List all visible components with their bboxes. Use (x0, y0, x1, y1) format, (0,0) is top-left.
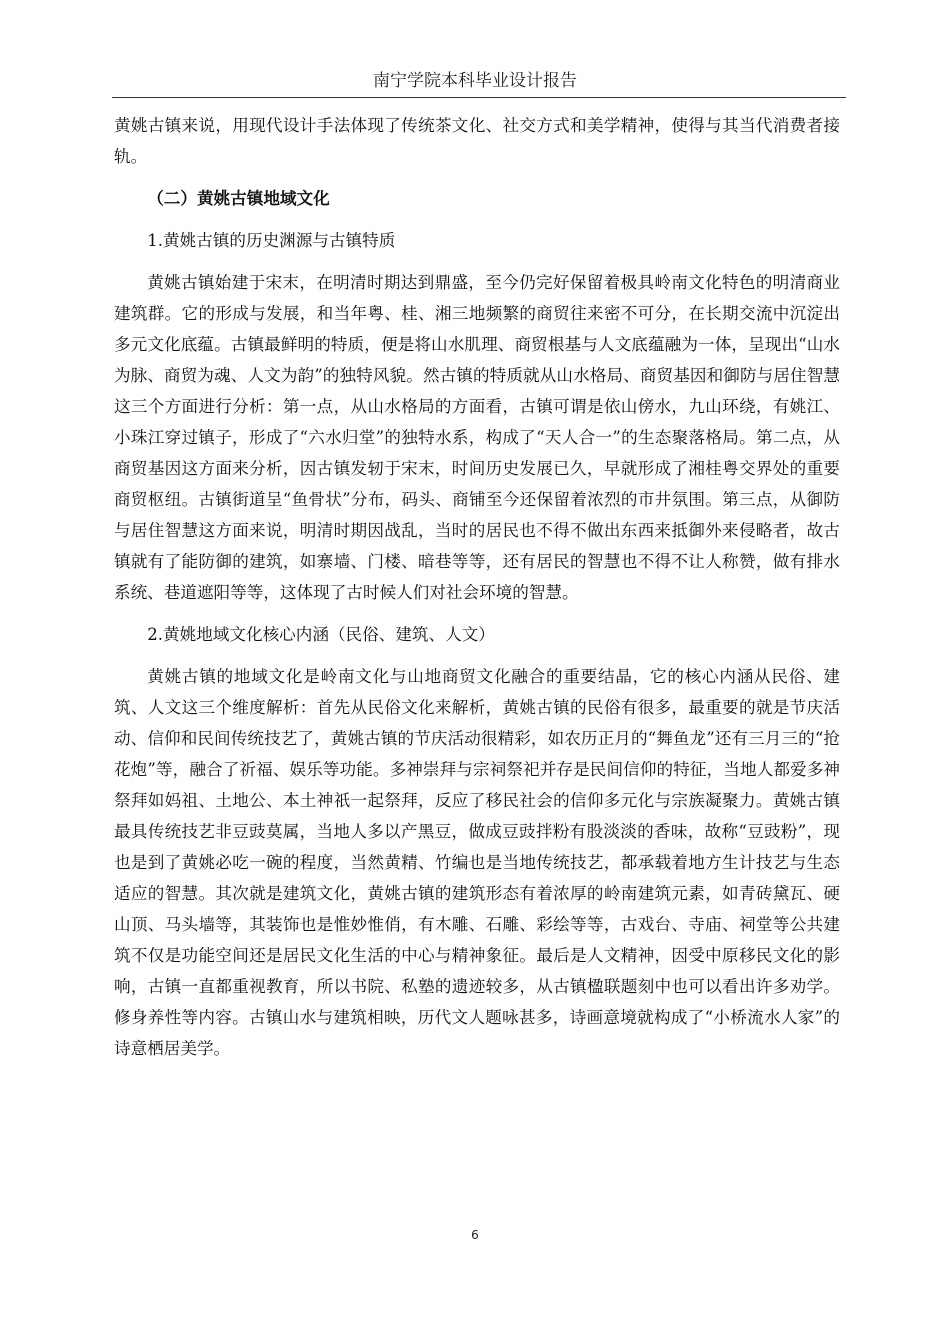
body-paragraph-2: 黄姚古镇的地域文化是岭南文化与山地商贸文化融合的重要结晶，它的核心内涵从民俗、建筑、人文这三个维度解析：首先从民俗文化来解析，黄姚古镇的民俗有很多，最重要的就是节庆活动、信仰和民间传统技艺了，黄姚古镇的节庆活动很精彩，如农历正月的“舞鱼龙”还有三月三的“抢花炮”等，融合了祈福、娱乐等功能。多神崇拜与宗祠祭祀并存是民间信仰的特征，当地人都爱多神祭拜如妈祖、土地公、本土神祇一起祭拜，反应了移民社会的信仰多元化与宗族凝聚力。黄姚古镇最具传统技艺非豆豉莫属，当地人多以产黑豆，做成豆豉拌粉有股淡淡的香味，故称“豆豉粉”，现也是到了黄姚必吃一碗的程度，当然黄精、竹编也是当地传统技艺，都承载着地方生计技艺与生态适应的智慧。其次就是建筑文化，黄姚古镇的建筑形态有着浓厚的岭南建筑元素，如青砖黛瓦、硬山顶、马头墙等，其装饰也是惟妙惟俏，有木雕、石雕、彩绘等等，古戏台、寺庙、祠堂等公共建筑不仅是功能空间还是居民文化生活的中心与精神象征。最后是人文精神，因受中原移民文化的影响，古镇一直都重视教育，所以书院、私塾的遗迹较多，从古镇楹联题刻中也可以看出许多劝学。修身养性等内容。古镇山水与建筑相映，历代文人题咏甚多，诗画意境就构成了“小桥流水人家”的诗意栖居美学。 (114, 667, 840, 1058)
running-header-title: 南宁学院本科毕业设计报告 (373, 71, 577, 91)
body-paragraph-1: 黄姚古镇始建于宋末，在明清时期达到鼎盛，至今仍完好保留着极具岭南文化特色的明清商业建筑群。它的形成与发展，和当年粤、桂、湘三地频繁的商贸往来密不可分，在长期交流中沉淀出多元文化底蕴。古镇最鲜明的特质，便是将山水肌理、商贸根基与人文底蕴融为一体，呈现出“山水为脉、商贸为魂、人文为韵”的独特风貌。然古镇的特质就从山水格局、商贸基因和御防与居住智慧这三个方面进行分析：第一点，从山水格局的方面看，古镇可谓是依山傍水，九山环绕，有姚江、小珠江穿过镇子，形成了“六水归堂”的独特水系，构成了“天人合一”的生态聚落格局。第二点，从商贸基因这方面来分析，因古镇发轫于宋末，时间历史发展已久，早就形成了湘桂粤交界处的重要商贸枢纽。古镇街道呈“鱼骨状”分布，码头、商铺至今还保留着浓烈的市井氛围。第三点，从御防与居住智慧这方面来说，明清时期因战乱，当时的居民也不得不做出东西来抵御外来侵略者，故古镇就有了能防御的建筑，如寨墙、门楼、暗巷等等，还有居民的智慧也不得不让人称赞，做有排水系统、巷道遮阳等等，这体现了古时候人们对社会环境的智慧。 (114, 273, 840, 602)
section-heading: （二）黄姚古镇地域文化 (147, 189, 330, 208)
header-divider (112, 97, 846, 98)
subsection-heading-1: 1.黄姚古镇的历史渊源与古镇特质 (147, 231, 396, 250)
subsection-heading-2: 2.黄姚地域文化核心内涵（民俗、建筑、人文） (147, 625, 495, 644)
continuation-paragraph: 黄姚古镇来说，用现代设计手法体现了传统茶文化、社交方式和美学精神，使得与其当代消费者接轨。 (114, 116, 840, 166)
page-number: 6 (471, 1228, 479, 1242)
document-body (114, 110, 840, 1064)
